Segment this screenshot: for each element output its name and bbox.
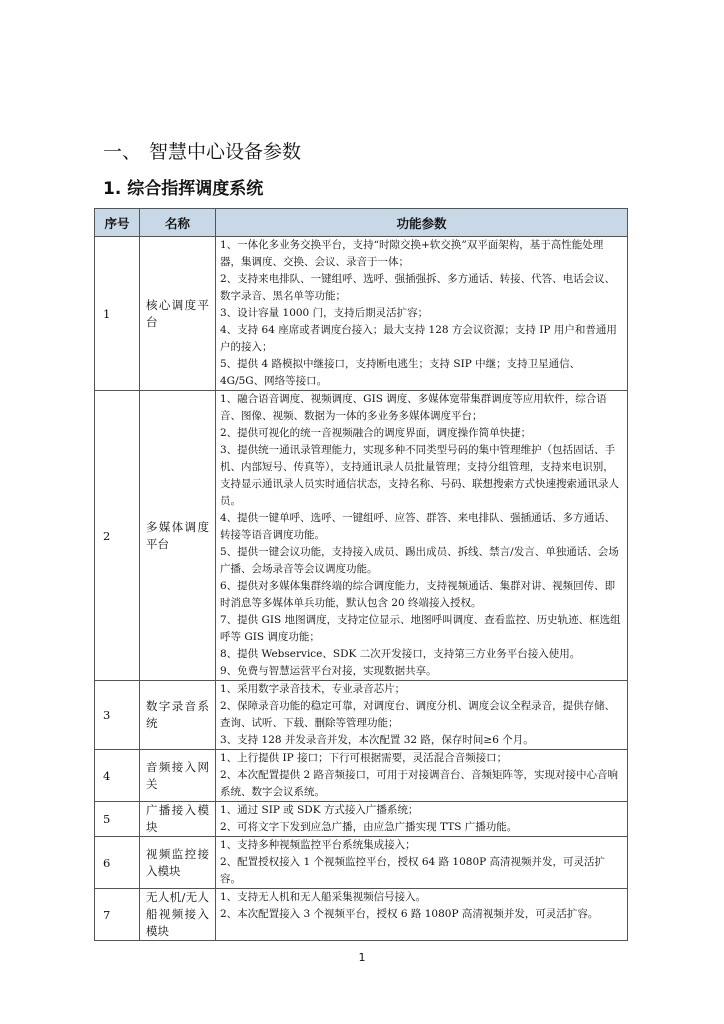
- param-line: 3、设计容量 1000 门，支持后期灵活扩容；: [220, 307, 429, 319]
- table-row: [95, 750, 628, 802]
- section-heading: [103, 140, 301, 164]
- spec-table: [94, 208, 628, 941]
- header-params: 功能参数: [216, 209, 628, 237]
- param-line: 2、支持来电排队、一键组呼、选呼、强插强拆、多方通话、转接、代答、电话会议、数字录音、黑名单等功能；: [220, 273, 616, 302]
- param-line: 2、本次配置接入 3 个视频平台，授权 6 路 1080P 高清视频并发，可灵活扩容。: [220, 908, 599, 920]
- param-line: 3、提供统一通讯录管理能力，实现多种不同类型号码的集中管理维护（包括固话、手机、内部短号、传真等），支持通讯录人员批量管理；支持分组管理，支持来电识别，支持显示通讯录人员实时通信状态，支持名称、号码、联想搜索方式快速搜索通讯录人员。: [220, 444, 619, 507]
- table-row: [95, 837, 628, 889]
- row-number: 4: [95, 750, 140, 802]
- param-line: 1、上行提供 IP 接口；下行可根据需要，灵活混合音频接口；: [220, 752, 508, 764]
- row-name: 音频接入网关: [140, 750, 216, 802]
- section-title: 智慧中心设备参数: [149, 141, 302, 163]
- row-params: [216, 681, 628, 750]
- row-params: [216, 750, 628, 802]
- table-row: [95, 802, 628, 837]
- row-name: 多媒体调度平台: [140, 391, 216, 681]
- param-line: 2、可将文字下发到应急广播，由应急广播实现 TTS 广播功能。: [220, 821, 518, 833]
- param-line: 1、融合语音调度、视频调度、GIS 调度、多媒体宽带集群调度等应用软件，综合语音、图像、视频、数据为一体的多业务多媒体调度平台；: [220, 393, 607, 422]
- row-params: [216, 802, 628, 837]
- subsection-heading: 1. 综合指挥调度系统: [103, 179, 264, 199]
- param-line: 9、免费与智慧运营平台对接，实现数据共享。: [220, 665, 437, 677]
- param-line: 2、配置授权接入 1 个视频监控平台，授权 64 路 1080P 高清视频并发，可灵活扩容。: [220, 856, 606, 885]
- param-line: 3、支持 128 并发录音并发，本次配置 32 路，保存时间≥6 个月。: [220, 734, 534, 746]
- param-line: 2、提供可视化的统一音视频融合的调度界面，调度操作简单快捷；: [220, 427, 532, 439]
- section-number: 一、: [103, 141, 142, 163]
- param-line: 8、提供 Webservice、SDK 二次开发接口，支持第三方业务平台接入使用。: [220, 648, 581, 660]
- row-number: 7: [95, 889, 140, 941]
- row-name: 无人机/无人船视频接入模块: [140, 889, 216, 941]
- table-header-row: [95, 209, 628, 237]
- row-params: [216, 391, 628, 681]
- table-row: [95, 681, 628, 750]
- param-line: 4、提供一键单呼、选呼、一键组呼、应答、群答、来电排队、强插通话、多方通话、转接等语音调度功能。: [220, 512, 616, 541]
- row-name: 广播接入模块: [140, 802, 216, 837]
- param-line: 1、采用数字录音技术，专业录音芯片；: [220, 683, 406, 695]
- param-line: 2、保障录音功能的稳定可靠，对调度台、调度分机、调度会议全程录音，提供存储、查询、试听、下载、删除等管理功能；: [220, 700, 616, 729]
- row-params: [216, 889, 628, 941]
- header-no: 序号: [95, 209, 140, 237]
- param-line: 6、提供对多媒体集群终端的综合调度能力，支持视频通话、集群对讲、视频回传、即时消息等多媒体单兵功能，默认包含 20 终端接入授权。: [220, 580, 616, 609]
- page-number: 1: [358, 951, 366, 964]
- row-params: [216, 837, 628, 889]
- row-number: 1: [95, 237, 140, 391]
- table-row: [95, 889, 628, 941]
- header-name: 名称: [140, 209, 216, 237]
- param-line: 4、支持 64 座席或者调度台接入；最大支持 128 方会议资源；支持 IP 用户和普通用户的接入；: [220, 324, 617, 353]
- row-number: 6: [95, 837, 140, 889]
- row-name: 数字录音系统: [140, 681, 216, 750]
- table-row: [95, 391, 628, 681]
- param-line: 5、提供一键会议功能，支持接入成员、踢出成员、拆线、禁言/发言、单独通话、会场广播、会场录音等会议调度功能。: [220, 546, 619, 575]
- param-line: 5、提供 4 路模拟中继接口，支持断电逃生；支持 SIP 中继；支持卫星通信、4G/5G、网络等接口。: [220, 358, 581, 387]
- param-line: 2、本次配置提供 2 路音频接口，可用于对接调音台、音频矩阵等，实现对接中心音响系统、数字会议系统。: [220, 769, 619, 798]
- row-name: 核心调度平台: [140, 237, 216, 391]
- param-line: 1、通过 SIP 或 SDK 方式接入广播系统；: [220, 804, 419, 816]
- table-row: [95, 237, 628, 391]
- row-number: 2: [95, 391, 140, 681]
- param-line: 1、支持多种视频监控平台系统集成接入；: [220, 839, 416, 851]
- table-body: [95, 237, 628, 941]
- row-name: 视频监控接入模块: [140, 837, 216, 889]
- param-line: 1、一体化多业务交换平台，支持“时隙交换+软交换”双平面架构，基于高性能处理器，集调度、交换、会议、录音于一体；: [220, 239, 604, 268]
- param-line: 1、支持无人机和无人船采集视频信号接入。: [220, 891, 427, 903]
- row-params: [216, 237, 628, 391]
- row-number: 5: [95, 802, 140, 837]
- param-line: 7、提供 GIS 地图调度，支持定位显示、地图呼叫调度、查看监控、历史轨迹、框选组呼等 GIS 调度功能；: [220, 614, 621, 643]
- row-number: 3: [95, 681, 140, 750]
